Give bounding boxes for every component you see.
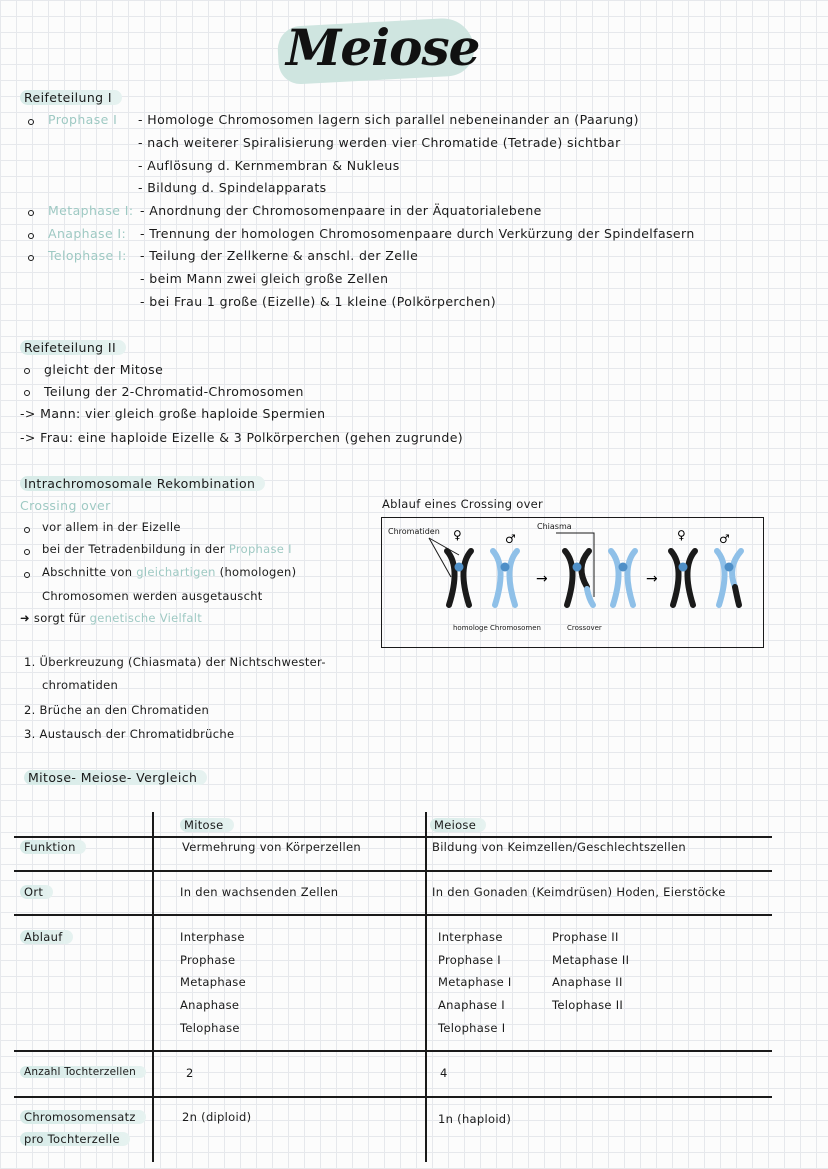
col-header-meiose-text: Meiose (430, 818, 486, 832)
row-satz-label-2 (20, 1132, 130, 1146)
s3-bullet-1 (42, 520, 181, 534)
table-hline-3 (14, 914, 772, 916)
prophase-line-2: - nach weiterer Spiralisierung werden vier Chromatide (Tetrade) sichtbar (138, 135, 621, 150)
s3-bullet-3-highlight: gleichartigen (136, 565, 216, 579)
prophase-line-4: - Bildung d. Spindelapparats (138, 180, 327, 195)
male-icon-2: ♂ (719, 532, 730, 546)
col-header-meiose (430, 818, 486, 832)
row-ort-mitose: In den wachsenden Zellen (180, 885, 339, 899)
centromere-2 (501, 563, 510, 572)
centromere-4 (619, 563, 628, 572)
section2-heading (20, 340, 126, 355)
female-icon-1: ♀ (453, 528, 462, 542)
s3-bullet-3-post: (homologen) (215, 565, 297, 579)
table-hline-1 (14, 836, 772, 838)
numbered-2: 2. Brüche an den Chromatiden (24, 703, 210, 717)
row-ablauf-label (20, 930, 73, 944)
label-chromatiden: Chromatiden (388, 527, 440, 536)
s3-arrow-line (20, 611, 202, 625)
arrow-icon-1: → (536, 571, 548, 587)
row-anzahl-mitose: 2 (186, 1066, 194, 1080)
bullet-metaphase (28, 210, 34, 216)
table-hline-2 (14, 870, 772, 872)
section1-heading (20, 90, 122, 105)
numbered-1-cont: chromatiden (42, 678, 119, 692)
label-chiasma: Chiasma (537, 522, 572, 531)
centromere-5 (679, 563, 688, 572)
page-title: Meiose (286, 18, 480, 77)
comparison-heading-text: Mitose- Meiose- Vergleich (24, 770, 207, 785)
bullet-prophase (28, 119, 34, 125)
diagram-title: Ablauf eines Crossing over (382, 497, 544, 511)
table-hline-4 (14, 1050, 772, 1052)
s2-line-1: gleicht der Mitose (44, 362, 164, 377)
ablauf-mitose-3: Metaphase (180, 975, 246, 989)
row-satz-label-2-text: pro Tochterzelle (20, 1132, 130, 1146)
section1-heading-text: Reifeteilung I (20, 90, 122, 105)
s3-bullet-3 (42, 565, 296, 579)
row-ort-meiose: In den Gonaden (Keimdrüsen) Hoden, Eierstöcke (432, 885, 726, 899)
anaphase-line-1: - Trennung der homologen Chromosomenpaare durch Verkürzung der Spindelfasern (140, 226, 695, 241)
prophase-line-1: - Homologe Chromosomen lagern sich parallel nebeneinander an (Paarung) (138, 112, 639, 127)
row-anzahl-label (20, 1066, 146, 1078)
bullet-anaphase (28, 233, 34, 239)
s3-bullet-2 (42, 542, 292, 556)
numbered-3: 3. Austausch der Chromatidbrüche (24, 727, 235, 741)
bullet-s3-3 (24, 572, 30, 578)
s2-line-4: -> Frau: eine haploide Eizelle & 3 Polkörperchen (gehen zugrunde) (20, 430, 464, 445)
s3-bullet-3-text: Abschnitte von (42, 565, 137, 579)
row-satz-mitose: 2n (diploid) (182, 1110, 252, 1124)
ablauf-meiose-6: Prophase II (552, 930, 619, 944)
section3-heading (20, 476, 265, 491)
ablauf-meiose-8: Anaphase II (552, 975, 623, 989)
s3-arrow-text: sorgt für (33, 611, 90, 625)
ablauf-meiose-1: Interphase (438, 930, 503, 944)
phase-metaphase-label: Metaphase I: (48, 203, 134, 218)
table-vline-2 (425, 812, 427, 1162)
s3-bullet-1-text: vor allem in der Eizelle (42, 520, 181, 534)
s2-line-2: Teilung der 2-Chromatid-Chromosomen (44, 384, 304, 399)
telophase-line-1: - Teilung der Zellkerne & anschl. der Zelle (140, 248, 419, 263)
telophase-line-3: - bei Frau 1 große (Eizelle) & 1 kleine (Polkörperchen) (140, 294, 496, 309)
phase-prophase-label: Prophase I (48, 112, 118, 127)
ablauf-meiose-7: Metaphase II (552, 953, 630, 967)
row-satz-meiose: 1n (haploid) (438, 1112, 512, 1126)
arrow-icon-2: → (646, 571, 658, 587)
male-icon-1: ♂ (505, 532, 516, 546)
section3-heading-text: Intrachromosomale Rekombination (20, 476, 265, 491)
bullet-s3-1 (24, 527, 30, 533)
s3-bullet-2-highlight: Prophase I (228, 542, 292, 556)
row-ort-label (20, 885, 53, 899)
row-satz-label-1-text: Chromosomensatz (20, 1110, 146, 1124)
ablauf-mitose-5: Telophase (180, 1021, 240, 1035)
bullet-s3-2 (24, 549, 30, 555)
centromere-3 (573, 563, 582, 572)
chromosome-black-1 (447, 551, 471, 605)
row-funktion-label-text: Funktion (20, 840, 86, 854)
chromosome-black-3 (671, 551, 695, 605)
bullet-s2-1 (24, 368, 30, 374)
col-header-mitose (180, 818, 234, 832)
chromosome-black-2 (565, 551, 589, 605)
row-anzahl-label-text: Anzahl Tochterzellen (20, 1066, 146, 1078)
centromere-1 (455, 563, 464, 572)
row-funktion-mitose: Vermehrung von Körperzellen (182, 840, 361, 854)
ablauf-mitose-2: Prophase (180, 953, 236, 967)
row-anzahl-meiose: 4 (440, 1066, 448, 1080)
metaphase-line-1: - Anordnung der Chromosomenpaare in der Äquatorialebene (140, 203, 542, 218)
bullet-s2-2 (24, 390, 30, 396)
section2-heading-text: Reifeteilung II (20, 340, 126, 355)
s3-bullet-3-continuation: Chromosomen werden ausgetauscht (42, 589, 263, 603)
row-funktion-label (20, 840, 86, 854)
comparison-heading (24, 770, 207, 785)
table-hline-5 (14, 1096, 772, 1098)
phase-telophase-label: Telophase I: (48, 248, 127, 263)
ablauf-meiose-5: Telophase I (438, 1021, 506, 1035)
ablauf-mitose-4: Anaphase (180, 998, 240, 1012)
ablauf-meiose-2: Prophase I (438, 953, 501, 967)
label-homologe: homologe Chromosomen (453, 624, 541, 632)
row-ort-label-text: Ort (20, 885, 53, 899)
arrow-icon: ➜ (20, 611, 34, 625)
chromosome-blue-1 (493, 551, 517, 605)
ablauf-mitose-1: Interphase (180, 930, 245, 944)
numbered-1: 1. Überkreuzung (Chiasmata) der Nichtschwester- (24, 655, 326, 669)
ablauf-meiose-4: Anaphase I (438, 998, 505, 1012)
col-header-mitose-text: Mitose (180, 818, 234, 832)
phase-anaphase-label: Anaphase I: (48, 226, 127, 241)
table-vline-1 (152, 812, 154, 1162)
s3-arrow-highlight: genetische Vielfalt (89, 611, 203, 625)
label-crossover: Crossover (567, 624, 602, 632)
telophase-line-2: - beim Mann zwei gleich große Zellen (140, 271, 389, 286)
bullet-telophase (28, 255, 34, 261)
female-icon-2: ♀ (677, 528, 686, 542)
centromere-6 (725, 563, 734, 572)
row-funktion-meiose: Bildung von Keimzellen/Geschlechtszellen (432, 840, 686, 854)
chromosome-blue-3 (717, 551, 741, 605)
diagram-svg (381, 517, 764, 648)
ablauf-meiose-9: Telophase II (552, 998, 624, 1012)
ablauf-meiose-3: Metaphase I (438, 975, 512, 989)
s3-bullet-2-text: bei der Tetradenbildung in der (42, 542, 229, 556)
row-satz-label-1 (20, 1110, 146, 1124)
row-ablauf-label-text: Ablauf (20, 930, 73, 944)
s2-line-3: -> Mann: vier gleich große haploide Spermien (20, 406, 326, 421)
crossing-over-subheading: Crossing over (20, 498, 111, 513)
prophase-line-3: - Auflösung d. Kernmembran & Nukleus (138, 158, 400, 173)
